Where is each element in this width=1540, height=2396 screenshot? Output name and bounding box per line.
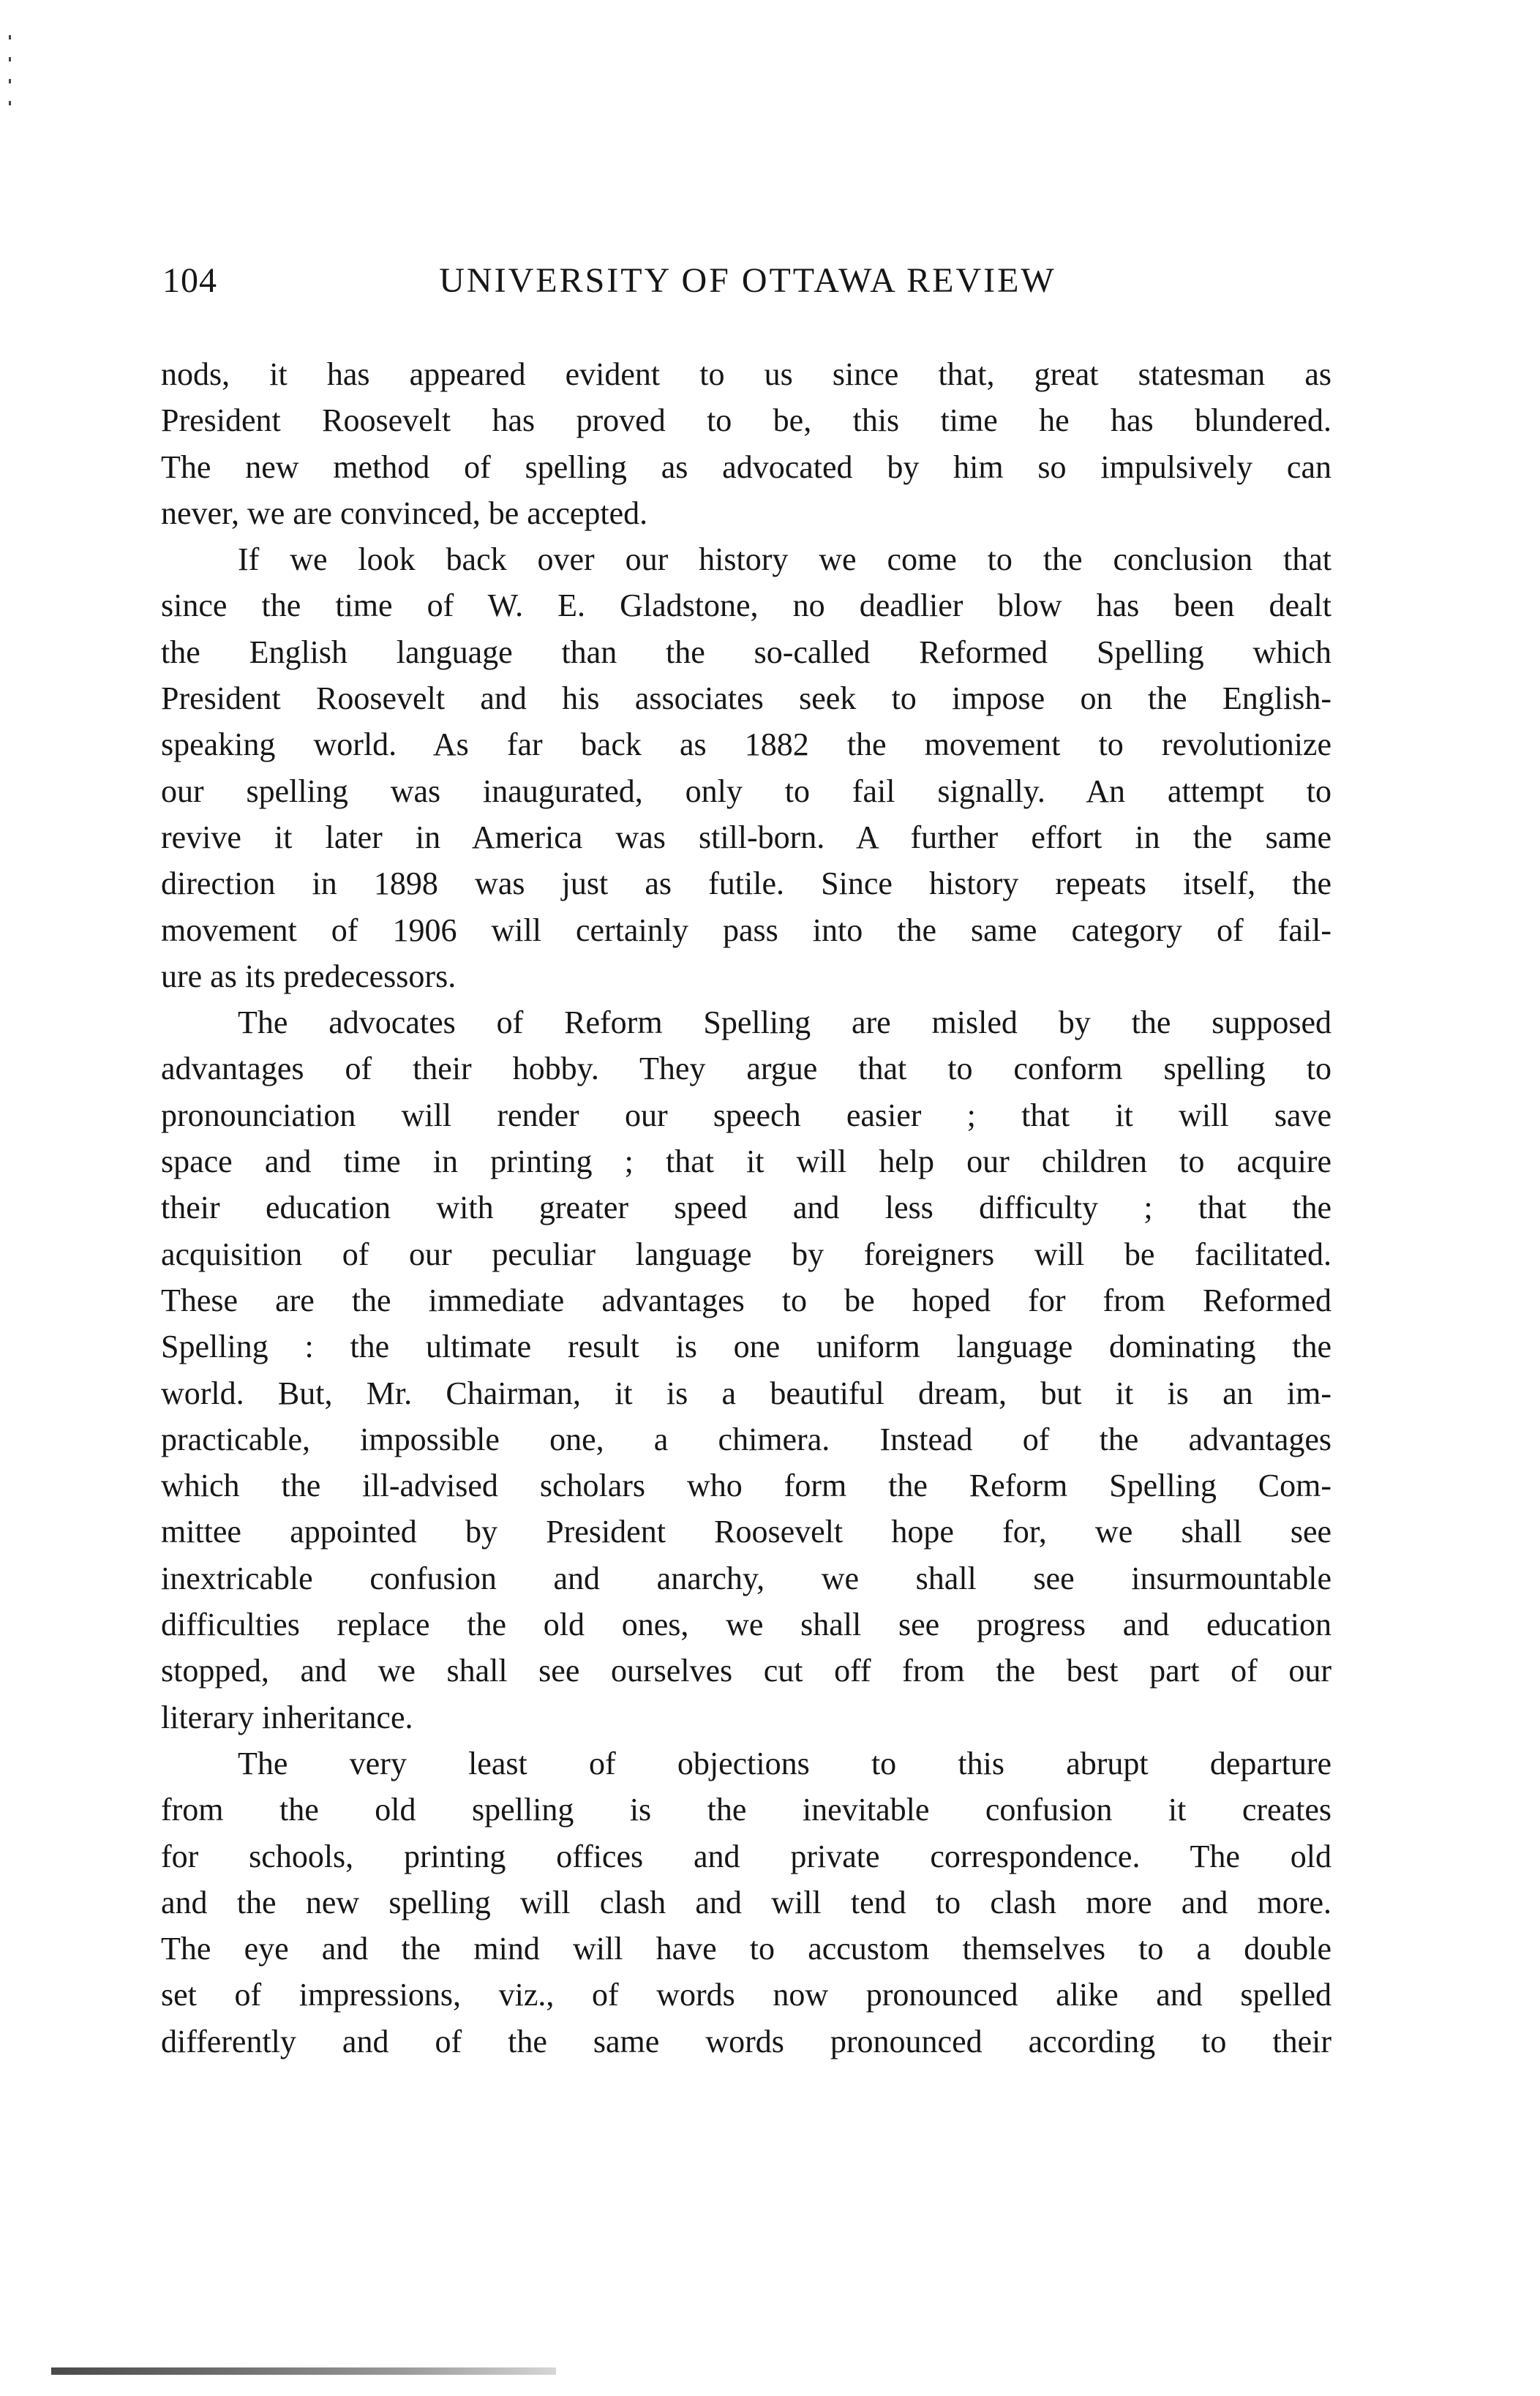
text-line: revive it later in America was still-born. A further effort in the same xyxy=(161,819,1331,855)
text-line: never, we are convinced, be accepted. xyxy=(161,495,648,531)
scan-artifact-dots xyxy=(9,35,12,130)
text-line: practicable, impossible one, a chimera. Instead of the advantages xyxy=(161,1421,1331,1457)
text-line: from the old spelling is the inevitable confusion it creates xyxy=(161,1792,1331,1828)
text-line: movement of 1906 will certainly pass into the same category of fail- xyxy=(161,912,1331,948)
text-line: The very least of objections to this abrupt departure xyxy=(238,1745,1331,1781)
text-line: ure as its predecessors. xyxy=(161,958,457,994)
text-line: acquisition of our peculiar language by foreigners will be facilitated. xyxy=(161,1236,1331,1272)
text-line: mittee appointed by President Roosevelt hope for, we shall see xyxy=(161,1514,1331,1550)
page-header xyxy=(162,260,1333,319)
text-line: and the new spelling will clash and will tend to clash more and more. xyxy=(161,1884,1331,1920)
text-line: differently and of the same words pronounced according to their xyxy=(161,2023,1331,2059)
text-line: The advocates of Reform Spelling are misled by the supposed xyxy=(238,1004,1331,1041)
text-line: for schools, printing offices and private correspondence. The old xyxy=(161,1838,1331,1874)
text-line: their education with greater speed and less difficulty ; that the xyxy=(161,1190,1331,1226)
text-line: direction in 1898 was just as futile. Since history repeats itself, the xyxy=(161,865,1331,902)
text-line: These are the immediate advantages to be hoped for from Reformed xyxy=(161,1282,1331,1318)
text-line: pronounciation will render our speech easier ; that it will save xyxy=(161,1097,1331,1133)
page-number: 104 xyxy=(162,261,217,300)
text-line: inextricable confusion and anarchy, we shall see insurmountable xyxy=(161,1560,1331,1596)
scan-artifact-bar xyxy=(51,2367,556,2375)
text-line: Spelling : the ultimate result is one uniform language dominating the xyxy=(161,1329,1331,1365)
text-line: since the time of W. E. Gladstone, no deadlier blow has been dealt xyxy=(161,587,1331,624)
body-text xyxy=(161,351,1331,2065)
text-line: literary inheritance. xyxy=(161,1699,413,1735)
text-line: the English language than the so-called Reformed Spelling which xyxy=(161,634,1331,670)
text-line: which the ill-advised scholars who form the Reform Spelling Com- xyxy=(161,1468,1331,1504)
text-line: difficulties replace the old ones, we shall see progress and education xyxy=(161,1607,1331,1643)
text-line: President Roosevelt and his associates seek to impose on the English- xyxy=(161,680,1331,717)
text-line: speaking world. As far back as 1882 the movement to revolutionize xyxy=(161,726,1331,763)
text-line: world. But, Mr. Chairman, it is a beautiful dream, but it is an im- xyxy=(161,1375,1331,1411)
text-line: President Roosevelt has proved to be, this time he has blundered. xyxy=(161,402,1331,439)
text-line: advantages of their hobby. They argue that to conform spelling to xyxy=(161,1051,1331,1087)
text-line: The eye and the mind will have to accustom themselves to a double xyxy=(161,1931,1331,1967)
running-head: UNIVERSITY OF OTTAWA REVIEW xyxy=(439,261,1056,300)
text-line: our spelling was inaugurated, only to fail signally. An attempt to xyxy=(161,773,1331,809)
text-line: set of impressions, viz., of words now pronounced alike and spelled xyxy=(161,1977,1331,2013)
text-line: stopped, and we shall see ourselves cut off from the best part of our xyxy=(161,1653,1331,1689)
text-line: If we look back over our history we come to the conclusion that xyxy=(238,541,1331,578)
text-line: nods, it has appeared evident to us since that, great statesman as xyxy=(161,356,1331,392)
text-line: The new method of spelling as advocated by him so impulsively can xyxy=(161,448,1331,485)
text-line: space and time in printing ; that it will help our children to acquire xyxy=(161,1143,1331,1180)
